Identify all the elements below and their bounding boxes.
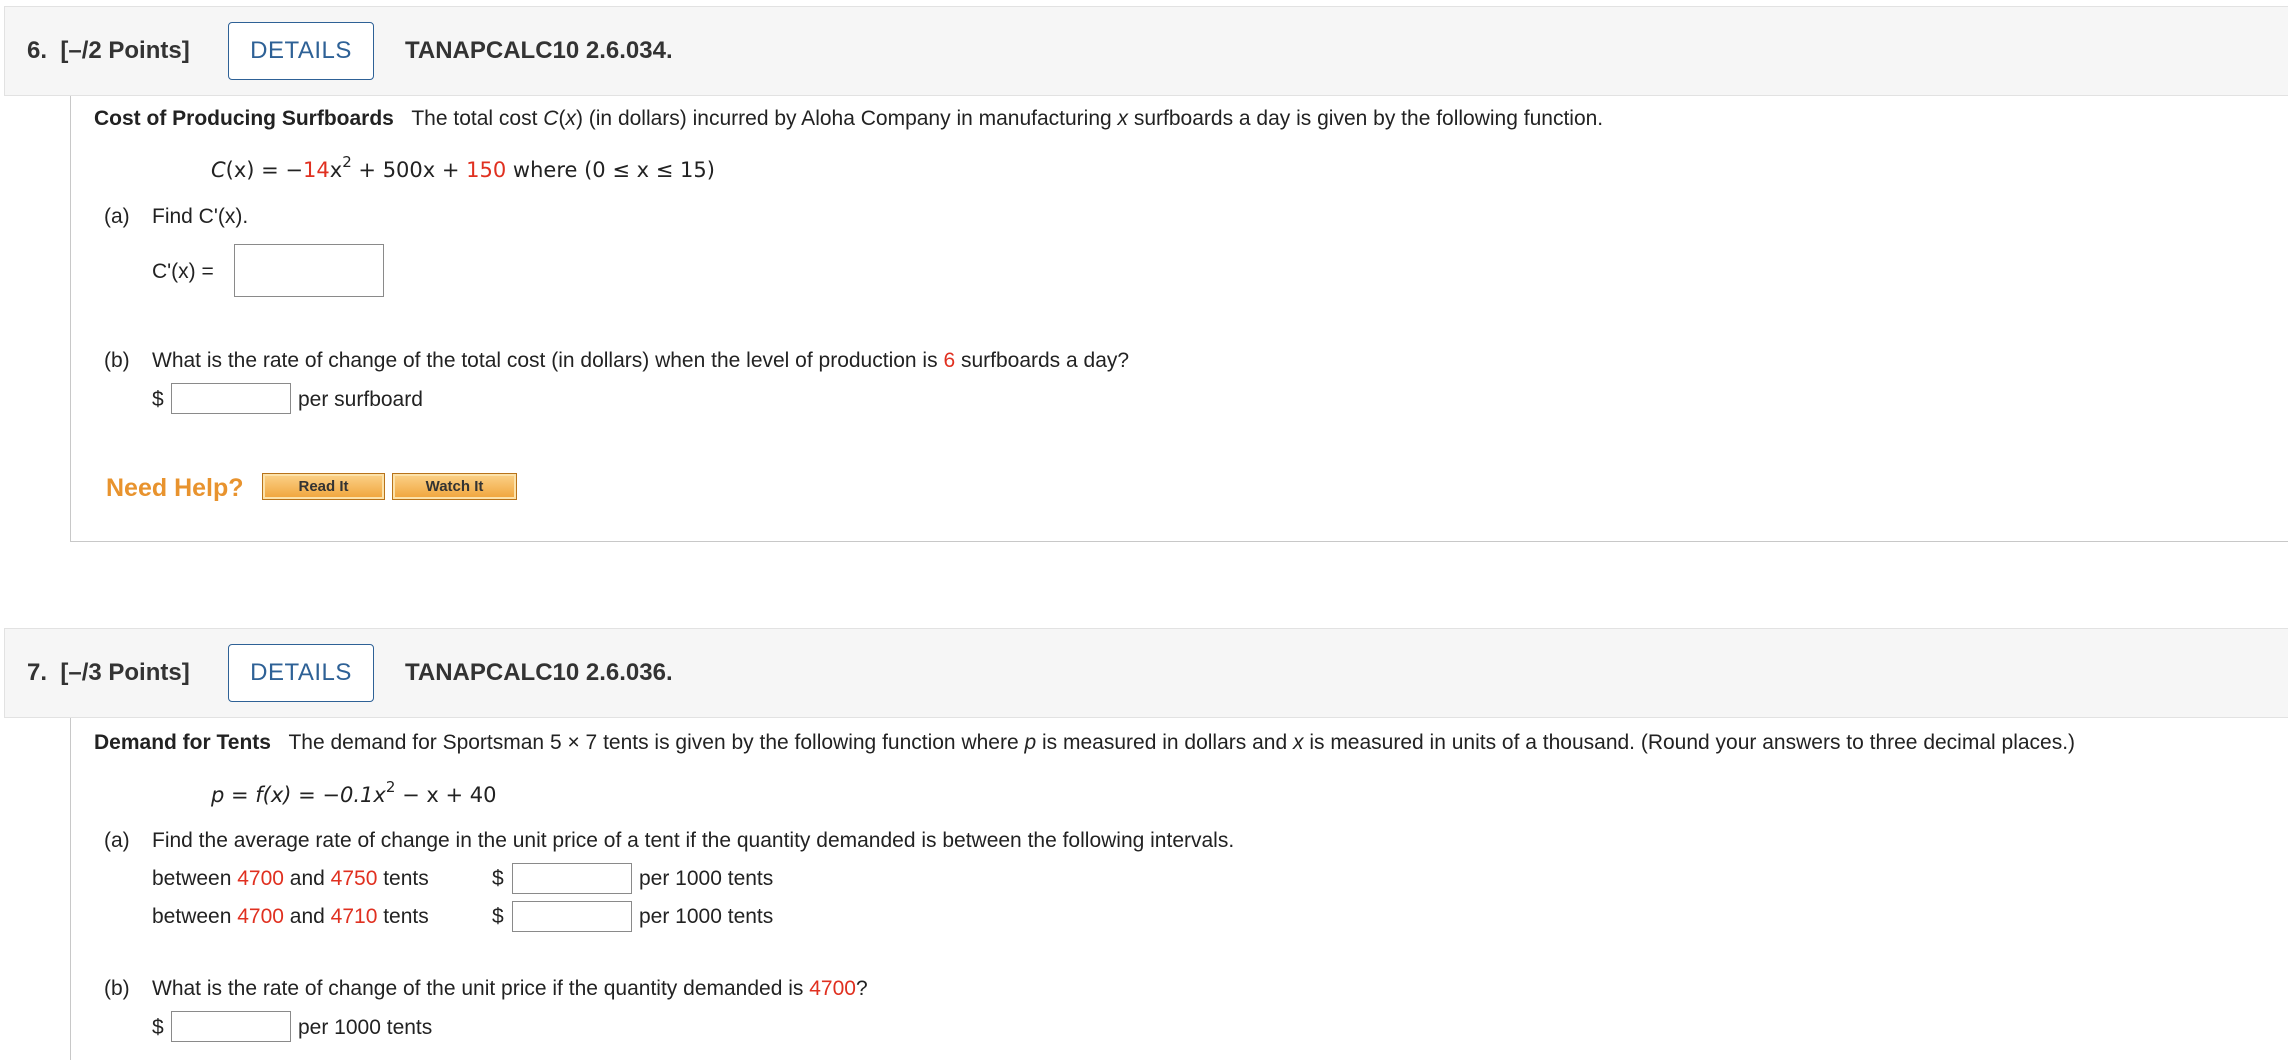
- question-7-intro: Demand for Tents The demand for Sportsman 5 × 7 tents is given by the following function where p is measured in dollars and x is measured in units of a thousand. (Round your answers to three decimal places.): [94, 731, 2076, 754]
- unit-label: per 1000 tents: [639, 867, 774, 890]
- need-help-label: Need Help?: [106, 474, 244, 502]
- question-6-number: 6. [–/2 Points]: [27, 37, 190, 64]
- question-7-part-b-prompt: What is the rate of change of the unit price if the quantity demanded is 4700?: [152, 977, 868, 1000]
- question-6-part-b-prompt: What is the rate of change of the total cost (in dollars) when the level of production is 6 surfboards a day?: [152, 349, 1130, 372]
- question-7-number: 7. [–/3 Points]: [27, 659, 190, 686]
- question-6-title: Cost of Producing Surfboards: [94, 107, 394, 130]
- currency-symbol: $: [492, 867, 504, 890]
- interval-2-answer-input[interactable]: [512, 901, 632, 932]
- currency-symbol: $: [492, 905, 504, 928]
- question-7-part-a-label: (a): [104, 829, 130, 852]
- rate-of-change-input[interactable]: [171, 383, 291, 414]
- unit-price-rate-input[interactable]: [171, 1011, 291, 1042]
- question-7-header: [4, 628, 2288, 718]
- question-6-header: [4, 6, 2288, 96]
- derivative-label: C'(x) =: [152, 260, 214, 283]
- unit-label: per 1000 tents: [298, 1016, 433, 1039]
- unit-label: per surfboard: [298, 388, 423, 411]
- question-6-part-b-label: (b): [104, 349, 130, 372]
- read-it-button[interactable]: Read It: [262, 473, 385, 500]
- watch-it-button[interactable]: Watch It: [392, 473, 517, 500]
- currency-symbol: $: [152, 1016, 164, 1039]
- question-7-formula: $p = f(x) = -0.1x^2 - x + 40$: [211, 778, 497, 807]
- question-6-part-a-prompt: Find C'(x).: [152, 205, 249, 228]
- question-6-points: [–/2 Points]: [60, 37, 190, 64]
- interval-2-label: between 4700 and 4710 tents: [152, 905, 429, 928]
- interval-1-answer-input[interactable]: [512, 863, 632, 894]
- question-7-part-a-prompt: Find the average rate of change in the unit price of a tent if the quantity demanded is between the following intervals.: [152, 829, 1235, 852]
- unit-label: per 1000 tents: [639, 905, 774, 928]
- question-7-details-button[interactable]: DETAILS: [228, 644, 374, 702]
- question-7-title: Demand for Tents: [94, 731, 271, 754]
- interval-1-label: between 4700 and 4750 tents: [152, 867, 429, 890]
- question-6-code: TANAPCALC10 2.6.034.: [405, 37, 673, 64]
- question-7-code: TANAPCALC10 2.6.036.: [405, 659, 673, 686]
- question-6-formula: $C(x) = -14x^2 + 500x + 150$ where (0 ≤ x ≤ 15): [211, 153, 715, 182]
- question-6-intro: Cost of Producing Surfboards The total cost C(x) (in dollars) incurred by Aloha Company in manufacturing x surfboards a day is given by the following function.: [94, 107, 1604, 130]
- derivative-answer-input[interactable]: [234, 244, 384, 297]
- currency-symbol: $: [152, 388, 164, 411]
- question-7-part-b-label: (b): [104, 977, 130, 1000]
- question-7-points: [–/3 Points]: [60, 659, 190, 686]
- question-6-details-button[interactable]: DETAILS: [228, 22, 374, 80]
- question-6-part-a-label: (a): [104, 205, 130, 228]
